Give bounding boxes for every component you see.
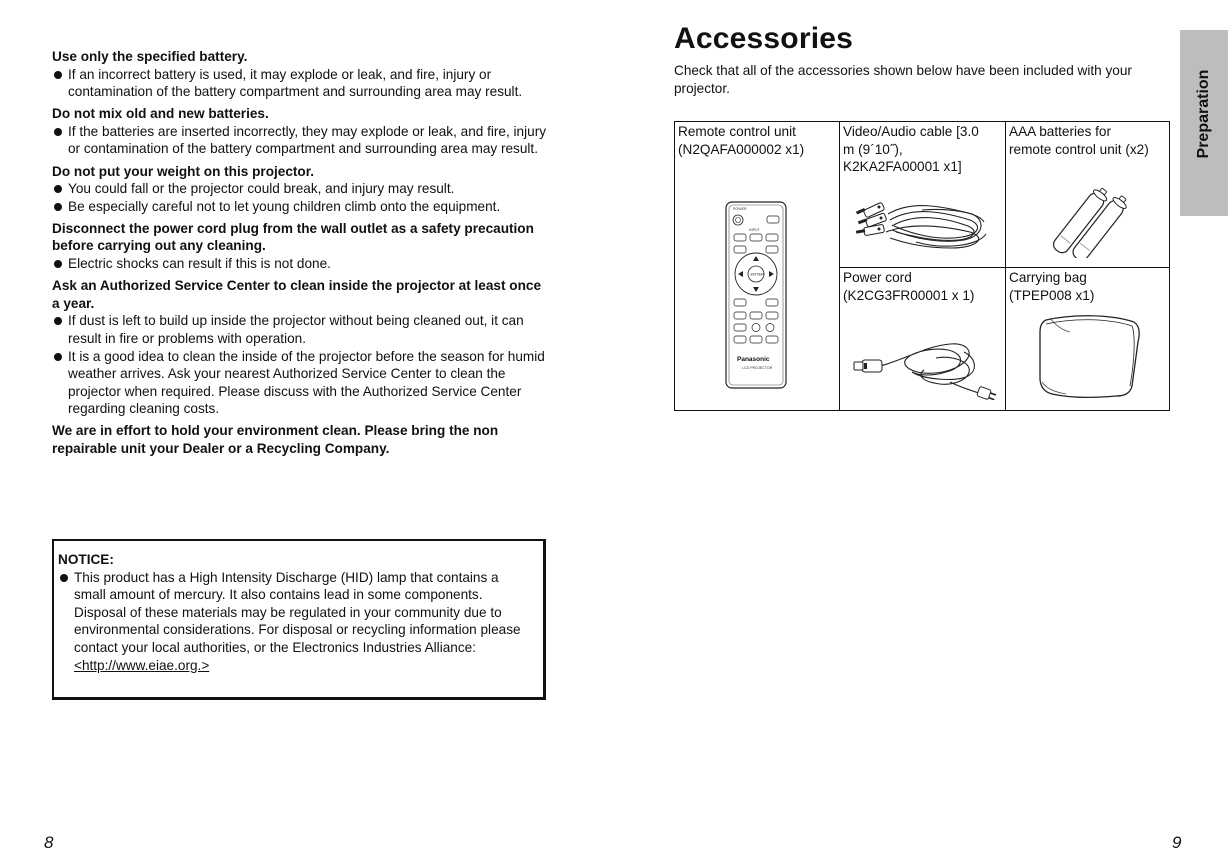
section-battery [52,48,547,101]
accessory-part-number: (TPEP008 x1) [1009,287,1095,303]
intro-text: Check that all of the accessories shown below have been included with your projector. [674,63,1132,96]
notice-link[interactable]: <http://www.eiae.org.> [74,657,210,673]
bullet-icon [54,317,62,325]
bullet-item [52,312,547,347]
accessories-grid [674,121,1170,411]
accessory-description: remote control unit (x2) [1009,141,1149,157]
bullet-text: If the batteries are inserted incorrectly, they may explode or leak, and fire, injury or contamination of the battery compartment and surrounding area may result. [68,123,547,157]
bullet-item [52,255,547,273]
bullet-text: If an incorrect battery is used, it may explode or leak, and fire, injury or contamination of the battery compartment and surrounding area may result. [68,66,523,100]
bullet-icon [54,128,62,136]
accessory-label: Video/Audio cable [3.0 [843,124,979,139]
accessory-part-number: K2KA2FA00001 x1] [843,159,962,175]
remote-control-icon [723,200,789,390]
accessory-label: Remote control unit [678,124,796,139]
bullet-icon [54,71,62,79]
accessory-part-number: (K2CG3FR00001 x 1) [843,287,975,303]
accessory-label: AAA batteries for [1009,124,1112,139]
av-cable-icon [852,192,992,252]
notice-text: This product has a High Intensity Discharge (HID) lamp that contains a small amount of mercury. It also contains lead in some components. Disposal of these materials may be regulated in your community due to environmental considerations. For disposal or recycling information please contact your local authorities, or the Electronics Industries Alliance: [74,569,521,655]
accessory-batteries [1006,122,1170,267]
page-title: Accessories [674,22,853,55]
batteries-icon [1042,188,1138,258]
bullet-icon [54,203,62,211]
bullet-item [52,66,547,101]
accessory-part-number: (N2QAFA000002 x1) [678,141,805,157]
accessory-av-cable [840,122,1005,267]
bullet-text: If dust is left to build up inside the projector without being cleaned out, it can result in fire or problems with operation. [68,313,524,346]
bullet-icon [54,185,62,193]
section-tab [1180,30,1228,216]
section-title: Do not put your weight on this projector. [52,163,315,179]
remote-model-label: LCD PROJECTOR [742,366,773,370]
section-tab-label: Preparation [1195,69,1212,159]
section-title: Do not mix old and new batteries. [52,106,269,122]
section-mix-batteries [52,105,547,158]
accessory-carrying-bag [1006,268,1170,410]
page-number: 9 [1172,833,1182,852]
bullet-text: You could fall or the projector could break, and injury may result. [68,181,455,197]
remote-enter-label: ENTER [750,271,765,277]
section-disconnect [52,220,547,273]
accessory-label: Power cord [843,270,912,285]
section-title: Disconnect the power cord plug from the wall outlet as a safety precaution before carrying out any cleaning. [52,220,534,254]
accessory-label: Carrying bag [1009,270,1087,285]
bullet-icon [60,574,68,582]
power-cord-icon [850,336,998,400]
environment-note: We are in effort to hold your environment clean. Please bring the non repairable unit your Dealer or a Recycling Company. [52,423,499,456]
carrying-bag-icon [1036,312,1142,400]
bullet-icon [54,353,62,361]
bullet-item [52,123,547,158]
remote-power-label: POWER [733,207,747,211]
bullet-text: It is a good idea to clean the inside of the projector before the season for humid weather arrives. Ask your nearest Authorized Service Center to clean the projector when required. Please discuss with the Authorized Service Center regarding cleaning costs. [68,348,545,417]
bullet-text: Electric shocks can result if this is not done. [68,256,331,272]
accessory-remote-control [675,122,839,410]
section-title: Ask an Authorized Service Center to clean inside the projector at least once a year. [52,278,542,311]
bullet-item [52,180,547,198]
notice-title: NOTICE: [58,552,114,567]
bullet-icon [54,260,62,268]
right-page [614,0,1228,868]
bullet-item [52,348,547,418]
section-weight [52,163,547,216]
bullet-text: Be especially careful not to let young children climb onto the equipment. [68,198,501,214]
safety-precautions [52,48,547,458]
accessory-length: m (9´10˝), [843,141,903,157]
bullet-item [52,198,547,216]
notice-box [52,539,546,700]
notice-bullet [58,569,531,675]
remote-brand-logo: Panasonic [737,356,770,363]
accessory-power-cord [840,268,1005,410]
section-title: Use only the specified battery. [52,49,248,64]
page-number: 8 [44,833,54,852]
remote-input-label: INPUT [749,228,760,232]
section-service [52,277,547,418]
